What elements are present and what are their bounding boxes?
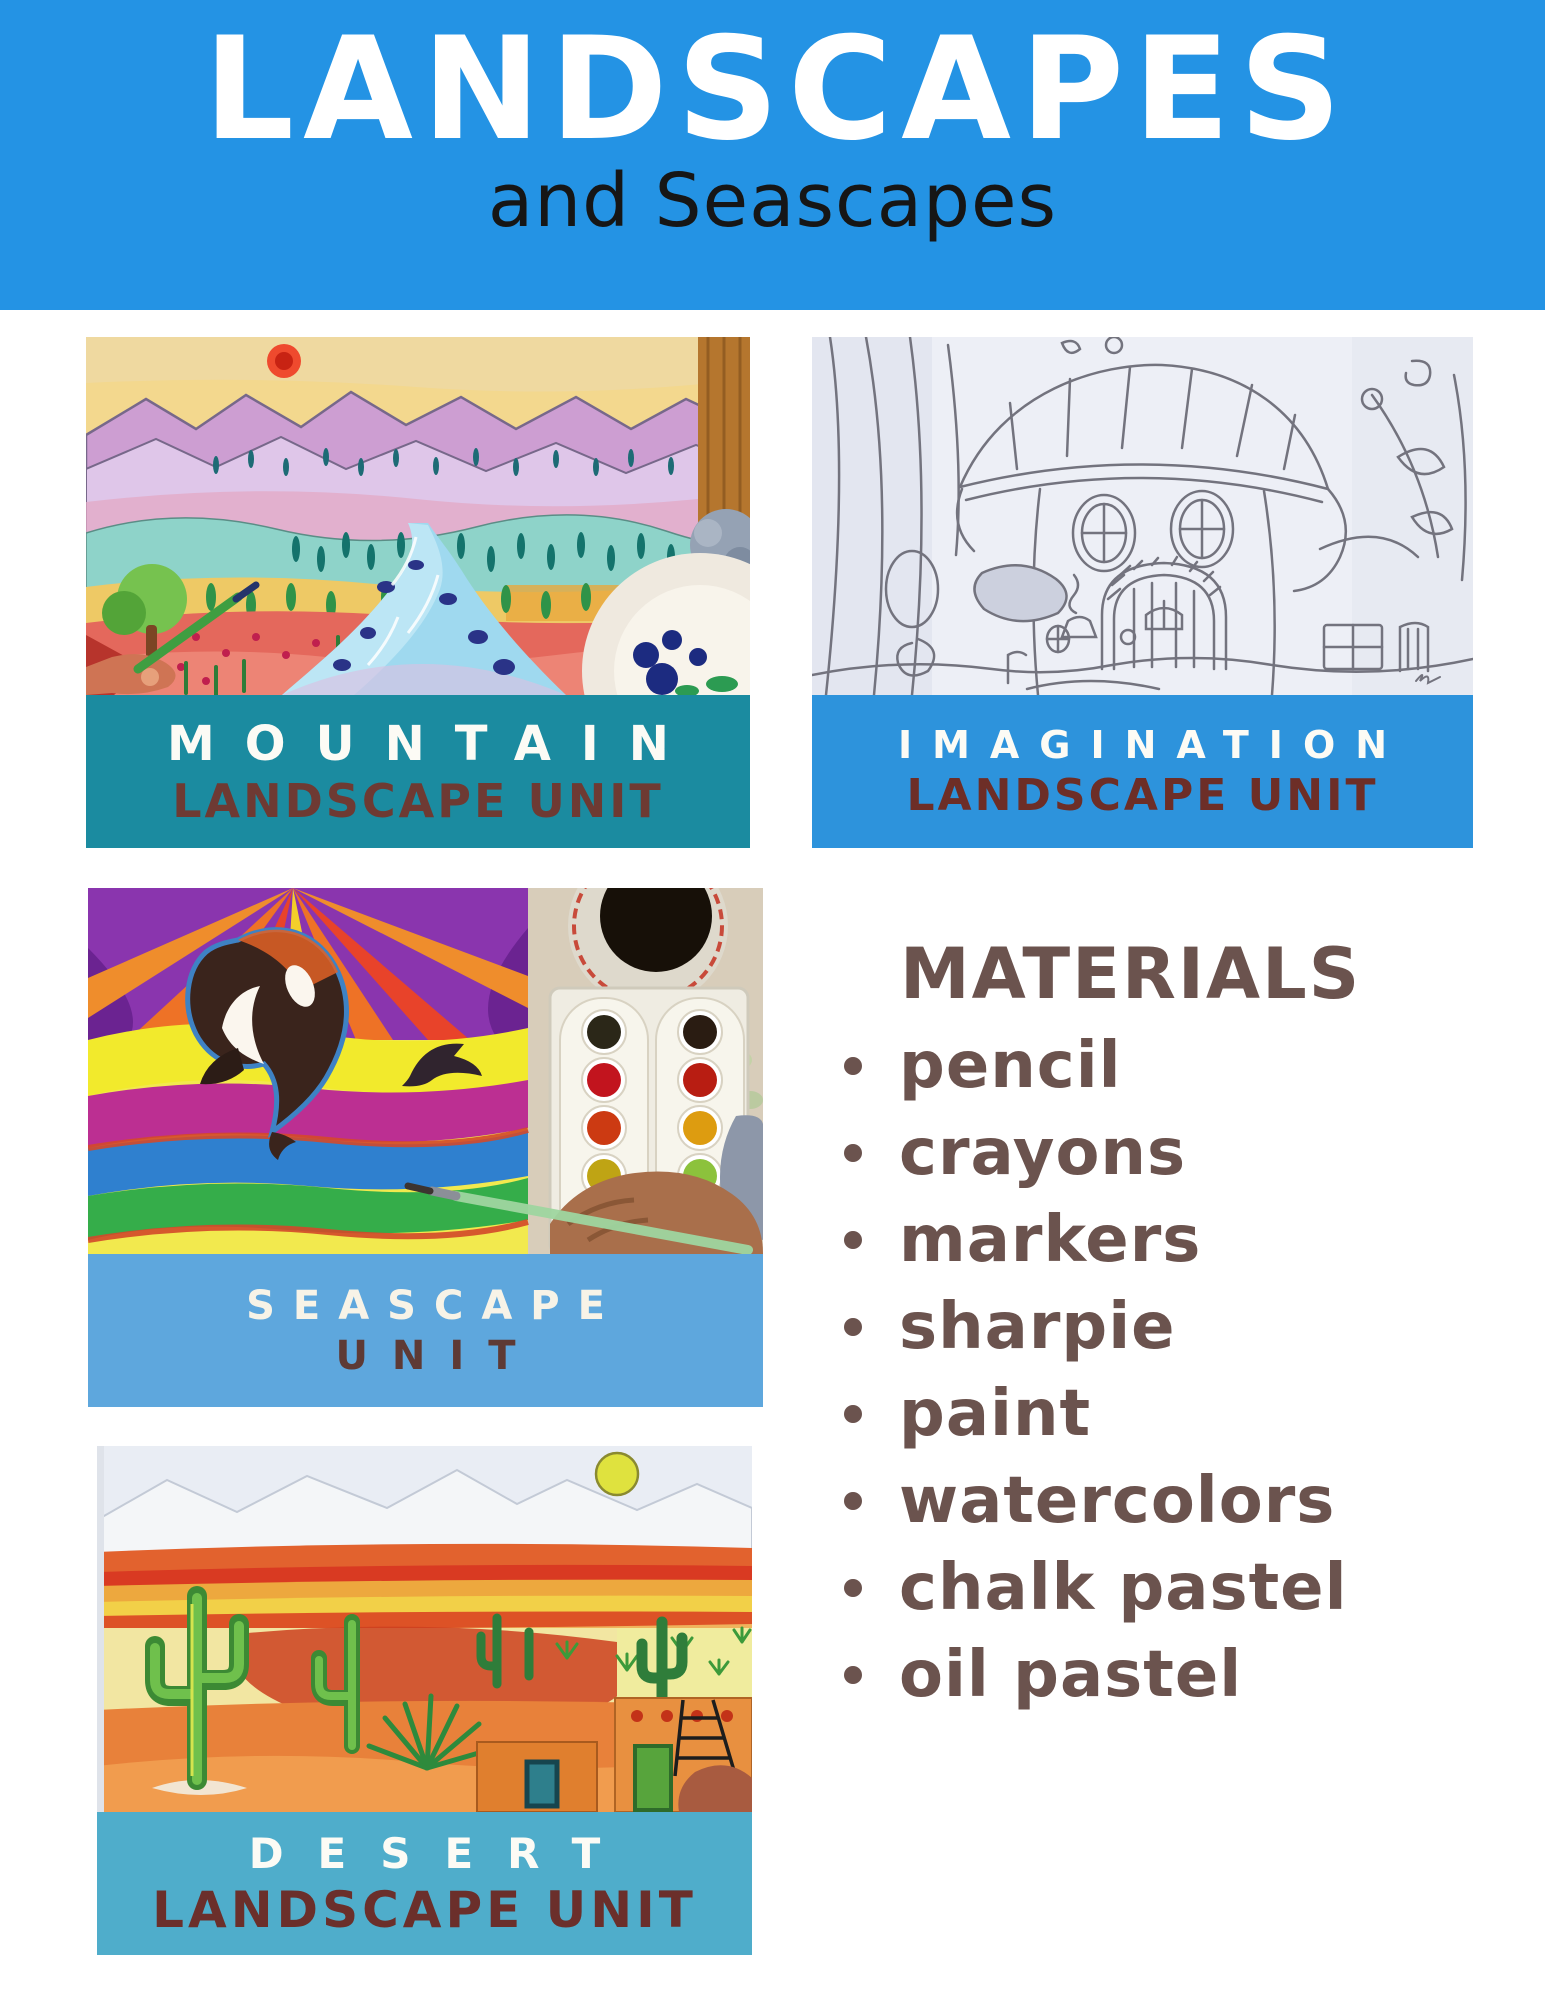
desert-artwork-image: [97, 1446, 752, 1812]
page-subtitle: and Seascapes: [487, 157, 1058, 244]
bullet-icon: [844, 1666, 862, 1684]
materials-section: [828, 933, 1528, 1718]
card-seascape-unit: [88, 888, 763, 1407]
list-item: [828, 1631, 1528, 1718]
card-title: SEASCAPE: [246, 1282, 623, 1329]
materials-item-label: watercolors: [899, 1463, 1336, 1538]
card-title: MOUNTAIN: [167, 715, 699, 772]
sun-icon: [596, 1453, 638, 1495]
bullet-icon: [844, 1405, 862, 1423]
list-item: [828, 1544, 1528, 1631]
bullet-icon: [844, 1492, 862, 1510]
imagination-label-band: [812, 695, 1473, 848]
card-desert-landscape-unit: [97, 1446, 752, 1955]
list-item: [828, 1109, 1528, 1196]
desert-label-band: [97, 1812, 752, 1955]
mountain-label-band: [86, 695, 750, 848]
list-item: [828, 1022, 1528, 1109]
materials-item-label: crayons: [899, 1115, 1187, 1190]
bullet-icon: [844, 1057, 862, 1075]
materials-item-label: chalk pastel: [899, 1550, 1348, 1625]
sun-icon: [267, 344, 301, 378]
materials-item-label: markers: [899, 1202, 1202, 1277]
imagination-sketch-image: [812, 337, 1473, 695]
card-mountain-landscape-unit: [86, 337, 750, 848]
mountain-artwork-image: [86, 337, 750, 695]
seascape-artwork-image: [88, 888, 763, 1254]
materials-item-label: paint: [899, 1376, 1092, 1451]
materials-item-label: pencil: [899, 1028, 1122, 1103]
card-title: IMAGINATION: [897, 722, 1408, 767]
materials-item-label: sharpie: [899, 1289, 1176, 1364]
header-banner: [0, 0, 1545, 310]
card-subtitle: LANDSCAPE UNIT: [172, 773, 664, 828]
materials-list: [828, 1022, 1528, 1718]
materials-item-label: oil pastel: [899, 1637, 1243, 1712]
card-subtitle: LANDSCAPE UNIT: [906, 769, 1379, 821]
bullet-icon: [844, 1231, 862, 1249]
seascape-label-band: [88, 1254, 763, 1407]
bullet-icon: [844, 1144, 862, 1162]
card-subtitle: UNIT: [335, 1332, 540, 1379]
page-title: LANDSCAPES: [203, 7, 1351, 172]
card-title: DESERT: [248, 1828, 635, 1878]
bullet-icon: [844, 1318, 862, 1336]
list-item: [828, 1283, 1528, 1370]
bullet-icon: [844, 1579, 862, 1597]
materials-heading: MATERIALS: [900, 933, 1362, 1015]
list-item: [828, 1196, 1528, 1283]
card-imagination-landscape-unit: [812, 337, 1473, 848]
list-item: [828, 1457, 1528, 1544]
card-subtitle: LANDSCAPE UNIT: [152, 1880, 697, 1939]
list-item: [828, 1370, 1528, 1457]
